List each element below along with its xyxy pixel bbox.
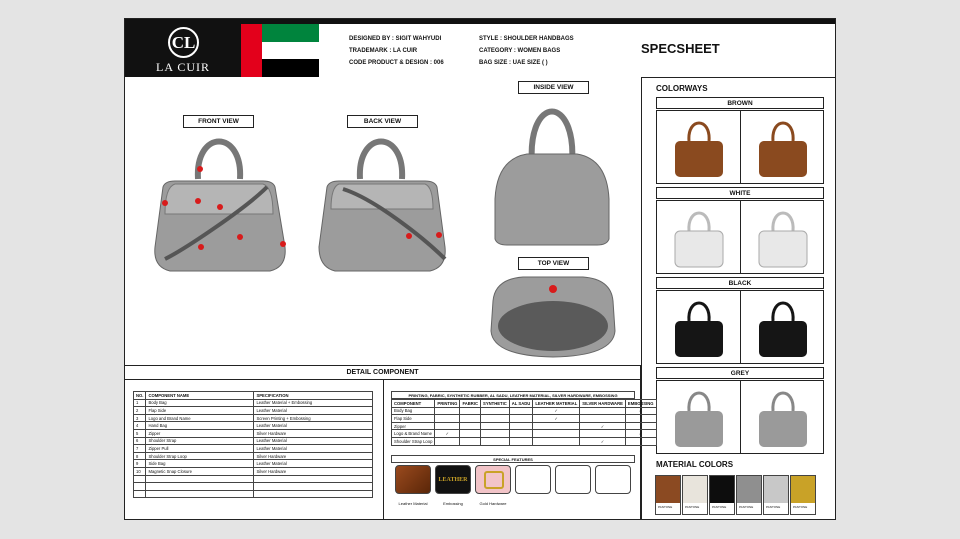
table-row: Logo & Brand Name ✓ ✓ bbox=[392, 430, 657, 438]
material-swatch: PANTONE bbox=[655, 475, 681, 515]
swatch-color bbox=[791, 476, 815, 503]
swatch-color bbox=[764, 476, 788, 503]
material-matrix-table: COMPONENT PRINTING FABRIC SYNTHETIC AL SADU LEATHER MATERIAL SILVER HARDWARE EMBOSSING Body Bag ✓ ✓ Flap Side ✓ Zipper ✓ Logo & Brand Name ✓ ✓ Shoulder Strap Loop ✓ bbox=[391, 399, 657, 446]
table-row: 5 Zipper Silver Hardware bbox=[134, 429, 373, 437]
table-row: 3 Logo and Brand Name Screen Printing + Embossing bbox=[134, 414, 373, 422]
top-view-bag bbox=[483, 271, 623, 361]
style-text: STYLE : SHOULDER HANDBAGS bbox=[479, 36, 574, 42]
colorway-label: BROWN bbox=[656, 97, 824, 109]
brand-name: LA CUIR bbox=[155, 60, 210, 74]
colorway-label: BLACK bbox=[656, 277, 824, 289]
designer-text: DESIGNED BY : SIGIT WAHYUDI bbox=[349, 36, 442, 42]
special-features-title: SPECIAL FEATURES bbox=[391, 455, 635, 463]
page-title: SPECSHEET bbox=[641, 41, 720, 56]
black-bag-back bbox=[755, 297, 811, 359]
table-row: 8 Shoulder Strap Loop Silver Hardware bbox=[134, 452, 373, 460]
material-swatch: PANTONE bbox=[790, 475, 816, 515]
inside-view-bag bbox=[487, 99, 617, 249]
grey-bag-front bbox=[671, 387, 727, 449]
table-row: 1 Body Bag Leather Material + Embossing bbox=[134, 399, 373, 407]
grey-bag-back bbox=[755, 387, 811, 449]
brand-logo bbox=[125, 24, 241, 77]
empty-row bbox=[134, 490, 373, 498]
table-row: 6 Shoulder Strap Leather Material bbox=[134, 437, 373, 445]
material-swatch: PANTONE bbox=[763, 475, 789, 515]
category-text: CATEGORY : WOMEN BAGS bbox=[479, 48, 561, 54]
colorway-black-box bbox=[656, 290, 824, 364]
white-bag-back bbox=[755, 207, 811, 269]
empty-feature-slot bbox=[555, 465, 591, 494]
feature-label: Embossing bbox=[443, 501, 463, 506]
empty-feature-slot bbox=[595, 465, 631, 494]
colorway-grey-box bbox=[656, 380, 824, 454]
spec-sheet bbox=[124, 18, 836, 520]
top-view-label: TOP VIEW bbox=[518, 257, 589, 270]
table-row: Zipper ✓ bbox=[392, 422, 657, 430]
colorways-title: COLORWAYS bbox=[656, 84, 708, 93]
brown-bag-front bbox=[671, 117, 727, 179]
table-row: 4 Hand Bag Leather Material bbox=[134, 422, 373, 430]
leather-feature-image bbox=[395, 465, 431, 494]
product-code-text: CODE PRODUCT & DESIGN : 006 bbox=[349, 60, 444, 66]
table-row: Shoulder Strap Loop ✓ bbox=[392, 437, 657, 445]
table-row: 7 Zipper Pull Leather Material bbox=[134, 445, 373, 453]
back-view-bag bbox=[315, 129, 455, 274]
colorways-panel bbox=[641, 77, 836, 520]
table-row: 2 Flap Side Leather Material bbox=[134, 407, 373, 415]
swatch-color bbox=[710, 476, 734, 503]
component-table: NO. COMPONENT NAME SPECIFICATION 1 Body Bag Leather Material + Embossing 2 Flap Side Leather Material 3 Logo and Brand Name Screen Printing + Embossing 4 Hand Bag Leather Material 5 Zipper Silver Hardware 6 Shoulder Strap Leather Material 7 Zipper Pull Leather Material 8 Shoulder Strap Loop Silver Hardware 9 Side Bag Leather Material 10 Magnetic Snap Closure Silver Hardware bbox=[133, 391, 373, 498]
back-view-label: BACK VIEW bbox=[347, 115, 418, 128]
empty-row bbox=[134, 475, 373, 483]
swatch-color bbox=[683, 476, 707, 503]
colorway-brown-box bbox=[656, 110, 824, 184]
material-swatch: PANTONE bbox=[736, 475, 762, 515]
table-row: Flap Side ✓ bbox=[392, 415, 657, 423]
material-swatch: PANTONE bbox=[709, 475, 735, 515]
detail-component-title: DETAIL COMPONENT bbox=[125, 366, 640, 380]
table-row: 9 Side Bag Leather Material bbox=[134, 460, 373, 468]
colorway-white-box bbox=[656, 200, 824, 274]
empty-feature-slot bbox=[515, 465, 551, 494]
swatch-color bbox=[737, 476, 761, 503]
feature-label: Leather Material bbox=[398, 501, 428, 506]
uae-flag-icon bbox=[241, 24, 319, 77]
material-colors-title: MATERIAL COLORS bbox=[656, 460, 734, 469]
matrix-title: PRINTING, FABRIC, SYNTHETIC RUBBER, AL SADU, LEATHER MATERIAL, SILVER HARDWARE, EMBOSSING bbox=[391, 391, 635, 399]
white-bag-front bbox=[671, 207, 727, 269]
brand-monogram: CL bbox=[168, 27, 199, 58]
gold-hardware-feature-image bbox=[475, 465, 511, 494]
colorway-label: GREY bbox=[656, 367, 824, 379]
colorway-label: WHITE bbox=[656, 187, 824, 199]
brown-bag-back bbox=[755, 117, 811, 179]
table-row: Body Bag ✓ ✓ bbox=[392, 407, 657, 415]
empty-row bbox=[134, 483, 373, 491]
front-view-bag bbox=[145, 129, 295, 274]
material-swatch: PANTONE bbox=[682, 475, 708, 515]
swatch-color bbox=[656, 476, 680, 503]
inside-view-label: INSIDE VIEW bbox=[518, 81, 589, 94]
feature-label: Gold Hardware bbox=[479, 501, 507, 506]
table-row: 10 Magnetic Snap Closure Silver Hardware bbox=[134, 467, 373, 475]
black-bag-front bbox=[671, 297, 727, 359]
embossing-feature-image: LEATHER bbox=[435, 465, 471, 494]
bag-size-text: BAG SIZE : UAE SIZE ( ) bbox=[479, 60, 548, 66]
front-view-label: FRONT VIEW bbox=[183, 115, 254, 128]
trademark-text: TRADEMARK : LA CUIR bbox=[349, 48, 418, 54]
